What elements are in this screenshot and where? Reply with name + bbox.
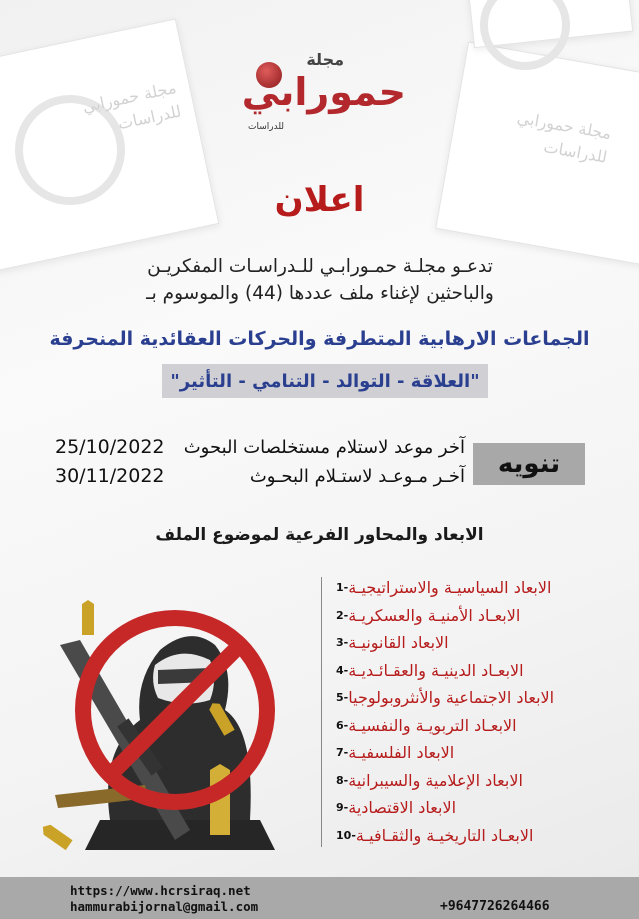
phone-number[interactable]: +9647726264466 (440, 899, 550, 914)
logo-small-word: مجلة (306, 50, 344, 69)
list-item (330, 712, 610, 740)
item-number: -3 (336, 636, 349, 650)
item-text: الابعاد القانونيـة (348, 633, 449, 653)
deadline-label: آخـر مـوعـد لاستـلام البحـوث (249, 465, 465, 487)
item-text: الابعـاد الدينيـة والعقـائـديـة (348, 660, 524, 680)
item-number: -4 (336, 663, 349, 677)
footer-bar (0, 877, 639, 919)
list-item (330, 602, 610, 630)
item-text: الابعاد الإعلامية والسيبرانية (348, 770, 523, 790)
website-link[interactable]: https://www.hcrsiraq.net (70, 883, 251, 898)
logo-tagline: للدراسات (248, 122, 285, 132)
axes-list (330, 574, 610, 849)
axes-heading-text: الابعاد والمحاور الفرعية لموضوع الملف (155, 525, 484, 545)
magazine-logo (241, 50, 406, 140)
list-item (330, 794, 610, 822)
list-item (330, 629, 610, 657)
item-number: -1 (336, 581, 349, 595)
item-number: -5 (336, 691, 349, 705)
announcement-title: اعلان (274, 180, 365, 220)
issue-subtopic: "العلاقة - التوالد - التنامي - التأثير" (170, 370, 480, 392)
item-number: -6 (336, 718, 349, 732)
issue-topic: الجماعات الارهابية المتطرفة والحركات العقائدية المنحرفة (49, 328, 590, 350)
email-link[interactable]: hammurabijornal@gmail.com (70, 899, 259, 914)
deadline-abstracts (55, 436, 465, 458)
item-text: الابعاد الاجتماعية والأنثروبولوجيا (348, 688, 555, 708)
item-number: -2 (336, 608, 349, 622)
axes-heading (0, 525, 639, 548)
item-text: الابعـاد التاريخيـة والثقـافيـة (355, 825, 534, 845)
item-number: -10 (336, 828, 356, 842)
deadline-date: 25/10/2022 (55, 436, 165, 458)
list-item (330, 822, 610, 850)
subtopic-box (162, 364, 488, 398)
list-item (330, 684, 610, 712)
item-text: الابعاد الاقتصادية (348, 798, 457, 818)
deadline-label: آخر موعد لاستلام مستخلصات البحوث (183, 436, 465, 458)
list-item (330, 739, 610, 767)
item-number: -7 (336, 746, 349, 760)
background-book-text-left: مجلة حمورابي للدراسات (80, 77, 183, 134)
deadline-papers (55, 465, 465, 487)
intro-line-1: تدعـو مجلـة حمـورابـي للـدراسـات المفكريـن (147, 256, 493, 277)
list-item (330, 767, 610, 795)
item-number: -8 (336, 773, 349, 787)
item-text: الابعـاد التربويـة والنفسيـة (348, 715, 517, 735)
item-text: الابعاد الفلسفيـة (348, 743, 455, 763)
deadline-date: 30/11/2022 (55, 465, 165, 487)
intro-line-2: والباحثين لإغناء ملف عددها (44) والموسوم بـ (146, 283, 494, 304)
item-number: -9 (336, 801, 349, 815)
item-text: الابعاد السياسيـة والاستراتيجيـة (348, 578, 552, 598)
background-book-text-right: مجلة حمورابي للدراسات (515, 107, 613, 167)
list-item (330, 657, 610, 685)
notice-badge (473, 443, 585, 485)
notice-label: تنويه (497, 449, 561, 479)
axes-divider (321, 577, 322, 847)
item-text: الابعـاد الأمنيـة والعسكريـة (348, 605, 521, 625)
no-terrorism-icon (40, 590, 310, 860)
logo-name: حمورابي (241, 70, 406, 114)
list-item (330, 574, 610, 602)
